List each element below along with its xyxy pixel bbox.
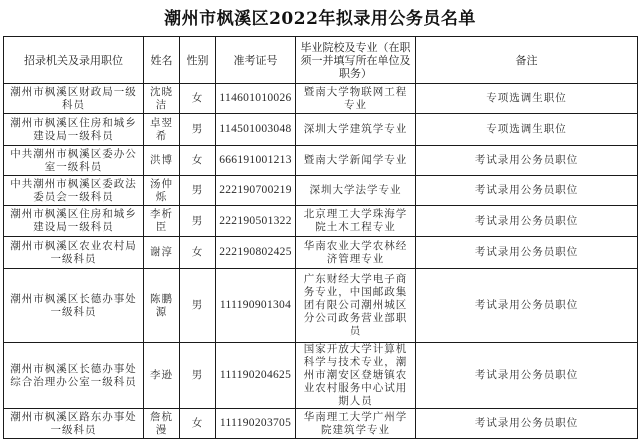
cell-name: 汤仲烁: [144, 176, 180, 206]
cell-note: 考试录用公务员职位: [416, 237, 638, 269]
cell-position: 潮州市枫溪区长德办事处一级科员: [4, 269, 144, 343]
table-header-row: [4, 37, 638, 84]
cell-gender: 男: [180, 114, 216, 146]
cell-note: 专项选调生职位: [416, 114, 638, 146]
cell-note: 考试录用公务员职位: [416, 343, 638, 409]
cell-note: 专项选调生职位: [416, 84, 638, 114]
table-row: [4, 409, 638, 439]
cell-gender: 女: [180, 237, 216, 269]
cell-exam-id: 666191001213: [216, 146, 296, 176]
cell-note: 考试录用公务员职位: [416, 176, 638, 206]
table-row: [4, 114, 638, 146]
cell-school: 广东财经大学电子商务专业，中国邮政集团有限公司潮州城区分公司政务营业部职员: [296, 269, 416, 343]
cell-note: 考试录用公务员职位: [416, 206, 638, 237]
header-exam-id: 准考证号: [216, 37, 296, 84]
cell-position: 潮州市枫溪区农业农村局一级科员: [4, 237, 144, 269]
cell-position: 中共潮州市枫溪区委办公室一级科员: [4, 146, 144, 176]
header-note: 备注: [416, 37, 638, 84]
table-row: [4, 84, 638, 114]
cell-school: 华南理工大学广州学院建筑学专业: [296, 409, 416, 439]
cell-position: 潮州市枫溪区长德办事处综合治理办公室一级科员: [4, 343, 144, 409]
cell-gender: 女: [180, 84, 216, 114]
cell-exam-id: 222190700219: [216, 176, 296, 206]
header-gender: 性别: [180, 37, 216, 84]
cell-school: 深圳大学建筑学专业: [296, 114, 416, 146]
cell-exam-id: 222190501322: [216, 206, 296, 237]
cell-name: 李逊: [144, 343, 180, 409]
cell-gender: 男: [180, 269, 216, 343]
cell-exam-id: 114501003048: [216, 114, 296, 146]
cell-exam-id: 111190203705: [216, 409, 296, 439]
cell-gender: 女: [180, 146, 216, 176]
candidate-table: [3, 36, 638, 439]
cell-note: 考试录用公务员职位: [416, 146, 638, 176]
table-row: [4, 343, 638, 409]
cell-note: 考试录用公务员职位: [416, 269, 638, 343]
cell-position: 潮州市枫溪区财政局一级科员: [4, 84, 144, 114]
header-name: 姓名: [144, 37, 180, 84]
cell-gender: 男: [180, 176, 216, 206]
header-position: 招录机关及录用职位: [4, 37, 144, 84]
cell-name: 卓翌希: [144, 114, 180, 146]
cell-gender: 女: [180, 409, 216, 439]
cell-school: 深圳大学法学专业: [296, 176, 416, 206]
cell-name: 李析臣: [144, 206, 180, 237]
cell-position: 潮州市枫溪区住房和城乡建设局一级科员: [4, 206, 144, 237]
table-row: [4, 176, 638, 206]
cell-position: 中共潮州市枫溪区委政法委员会一级科员: [4, 176, 144, 206]
header-school: 毕业院校及专业（在职须一并填写所在单位及职务）: [296, 37, 416, 84]
page-title: 潮州市枫溪区2022年拟录用公务员名单: [164, 9, 476, 29]
cell-exam-id: 111190901304: [216, 269, 296, 343]
cell-name: 谢淳: [144, 237, 180, 269]
cell-exam-id: 114601010026: [216, 84, 296, 114]
cell-name: 沈晓洁: [144, 84, 180, 114]
cell-exam-id: 111190204625: [216, 343, 296, 409]
cell-school: 北京理工大学珠海学院土木工程专业: [296, 206, 416, 237]
cell-note: 考试录用公务员职位: [416, 409, 638, 439]
cell-school: 暨南大学物联网工程专业: [296, 84, 416, 114]
cell-name: 陈鹏源: [144, 269, 180, 343]
table-row: [4, 206, 638, 237]
cell-name: 洪博: [144, 146, 180, 176]
cell-position: 潮州市枫溪区路东办事处一级科员: [4, 409, 144, 439]
cell-gender: 男: [180, 206, 216, 237]
table-row: [4, 237, 638, 269]
cell-position: 潮州市枫溪区住房和城乡建设局一级科员: [4, 114, 144, 146]
cell-school: 暨南大学新闻学专业: [296, 146, 416, 176]
cell-name: 詹杭漫: [144, 409, 180, 439]
table-row: [4, 146, 638, 176]
cell-gender: 男: [180, 343, 216, 409]
cell-exam-id: 222190802425: [216, 237, 296, 269]
cell-school: 国家开放大学计算机科学与技术专业，潮州市潮安区登塘镇农业农村服务中心试用期人员: [296, 343, 416, 409]
table-row: [4, 269, 638, 343]
cell-school: 华南农业大学农林经济管理专业: [296, 237, 416, 269]
